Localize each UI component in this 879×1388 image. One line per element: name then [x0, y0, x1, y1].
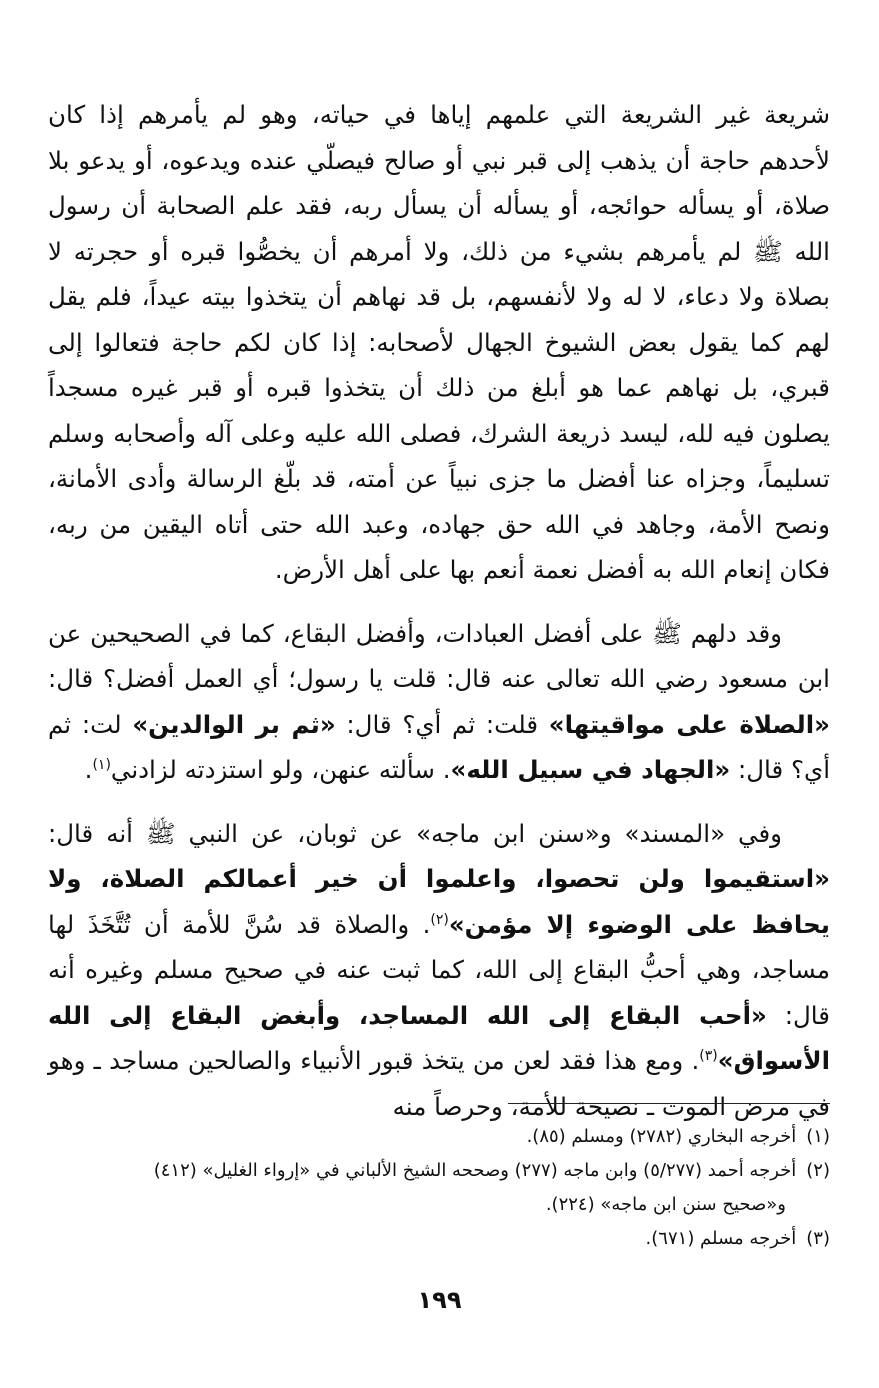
footnote-2-number: (٢) [806, 1160, 830, 1181]
text-run: شريعة غير الشريعة التي علمهم إياها في حياته، وهو لم يأمرهم إذا كان لأحدهم حاجة أن يذهب إلى قبر نبي أو صالح فيصلّي عنده ويدعوه، أو يدعو بلا صلاة، أو يسأله حوائجه، أو يسأله أن يسأل ربه، فقد علم الصحابة أن رسول الله ﷺ لم يأمرهم بشيء من ذلك، ولا أمرهم أن يخصُّوا قبره أو حجرته لا بصلاة ولا دعاء، لا له ولا لأنفسهم، بل قد نهاهم أن يتخذوا بيته عيداً، فلم يقل لهم كما يقول بعض الشيوخ الجهال لأصحابه: إذا كان لكم حاجة فتعالوا إلى قبري، بل نهاهم عما هو أبلغ من ذلك أن يتخذوا قبره أو قبر غيره مسجداً يصلون فيه لله، ليسد ذريعة الشرك، فصلى الله عليه وعلى آله وأصحابه وسلم تسليماً، وجزاه عنا أفضل ما جزى نبياً عن أمته، قد بلّغ الرسالة وأدى الأمانة، ونصح الأمة، وجاهد في الله حق جهاده، وعبد الله حتى أتاه اليقين من ربه، فكان إنعام الله به أفضل نعمة أنعم بها على أهل الأرض. [48, 100, 830, 584]
hadith-quote: «الجهاد في سبيل الله» [450, 755, 731, 784]
page-body [48, 92, 830, 1129]
text-run: وفي «المسند» و«سنن ابن ماجه» عن ثوبان، عن النبي ﷺ أنه قال: [48, 818, 782, 848]
footnote-2-continuation: و«صحيح سنن ابن ماجه» (٢٢٤). [545, 1194, 786, 1215]
footnote-2 [48, 1154, 830, 1188]
page-number: ١٩٩ [417, 1286, 462, 1314]
paragraph-2 [48, 611, 830, 793]
text-run: لت: ثم أي؟ قال: [48, 709, 830, 784]
text-run: . والصلاة قد سُنَّ للأمة أن تُتَّخَذَ لها مساجد، وهي أحبُّ البقاع إلى الله، كما ثبت عنه في صحيح مسلم وغيره أنه قال: [48, 909, 830, 1030]
text-run: . [84, 755, 93, 784]
footnotes [48, 1120, 830, 1256]
text-run: وقد دلهم ﷺ على أفضل العبادات، وأفضل البقاع، كما في الصحيحين عن ابن مسعود رضي الله تعالى عنه قال: قلت يا رسول؛ أي العمل أفضل؟ قال: [48, 618, 830, 693]
footnote-3-text: أخرجه مسلم (٦٧١). [645, 1228, 797, 1249]
paragraph-1 [48, 92, 830, 593]
hadith-quote: «الصلاة على مواقيتها» [548, 709, 830, 739]
footnote-3-number: (٣) [806, 1228, 830, 1249]
footnote-3 [48, 1222, 830, 1256]
footnote-reference: (٣) [699, 1047, 718, 1064]
footnote-1-number: (١) [806, 1126, 830, 1147]
footnote-1-text: أخرجه البخاري (٢٧٨٢) ومسلم (٨٥). [526, 1126, 797, 1147]
hadith-quote: «استقيموا ولن تحصوا، واعلموا أن خير أعمالكم الصلاة، ولا يحافظ على الوضوء إلا مؤمن» [48, 864, 830, 939]
footnote-1 [48, 1120, 830, 1154]
text-run: قلت: ثم أي؟ قال: [335, 709, 549, 739]
hadith-quote: «ثم بر الوالدين» [132, 709, 336, 739]
footnote-2-text: أخرجه أحمد (٥/٢٧٧) وابن ماجه (٢٧٧) وصححه الشيخ الألباني في «إرواء الغليل» (٤١٢) [153, 1160, 797, 1181]
paragraph-3 [48, 811, 830, 1130]
footnote-divider [508, 1103, 830, 1104]
footnote-reference: (٢) [430, 911, 449, 928]
footnote-reference: (١) [92, 756, 111, 773]
text-run: . سألته عنهن، ولو استزدته لزادني [110, 755, 451, 784]
hadith-quote: «أحب البقاع إلى الله المساجد، وأبغض البقاع إلى الله الأسواق» [48, 1000, 830, 1075]
text-run: . ومع هذا فقد لعن من يتخذ قبور الأنبياء والصالحين مساجد ـ وهو في مرض الموت ـ نصيحة للأمة، وحرصاً منه [48, 1046, 830, 1121]
